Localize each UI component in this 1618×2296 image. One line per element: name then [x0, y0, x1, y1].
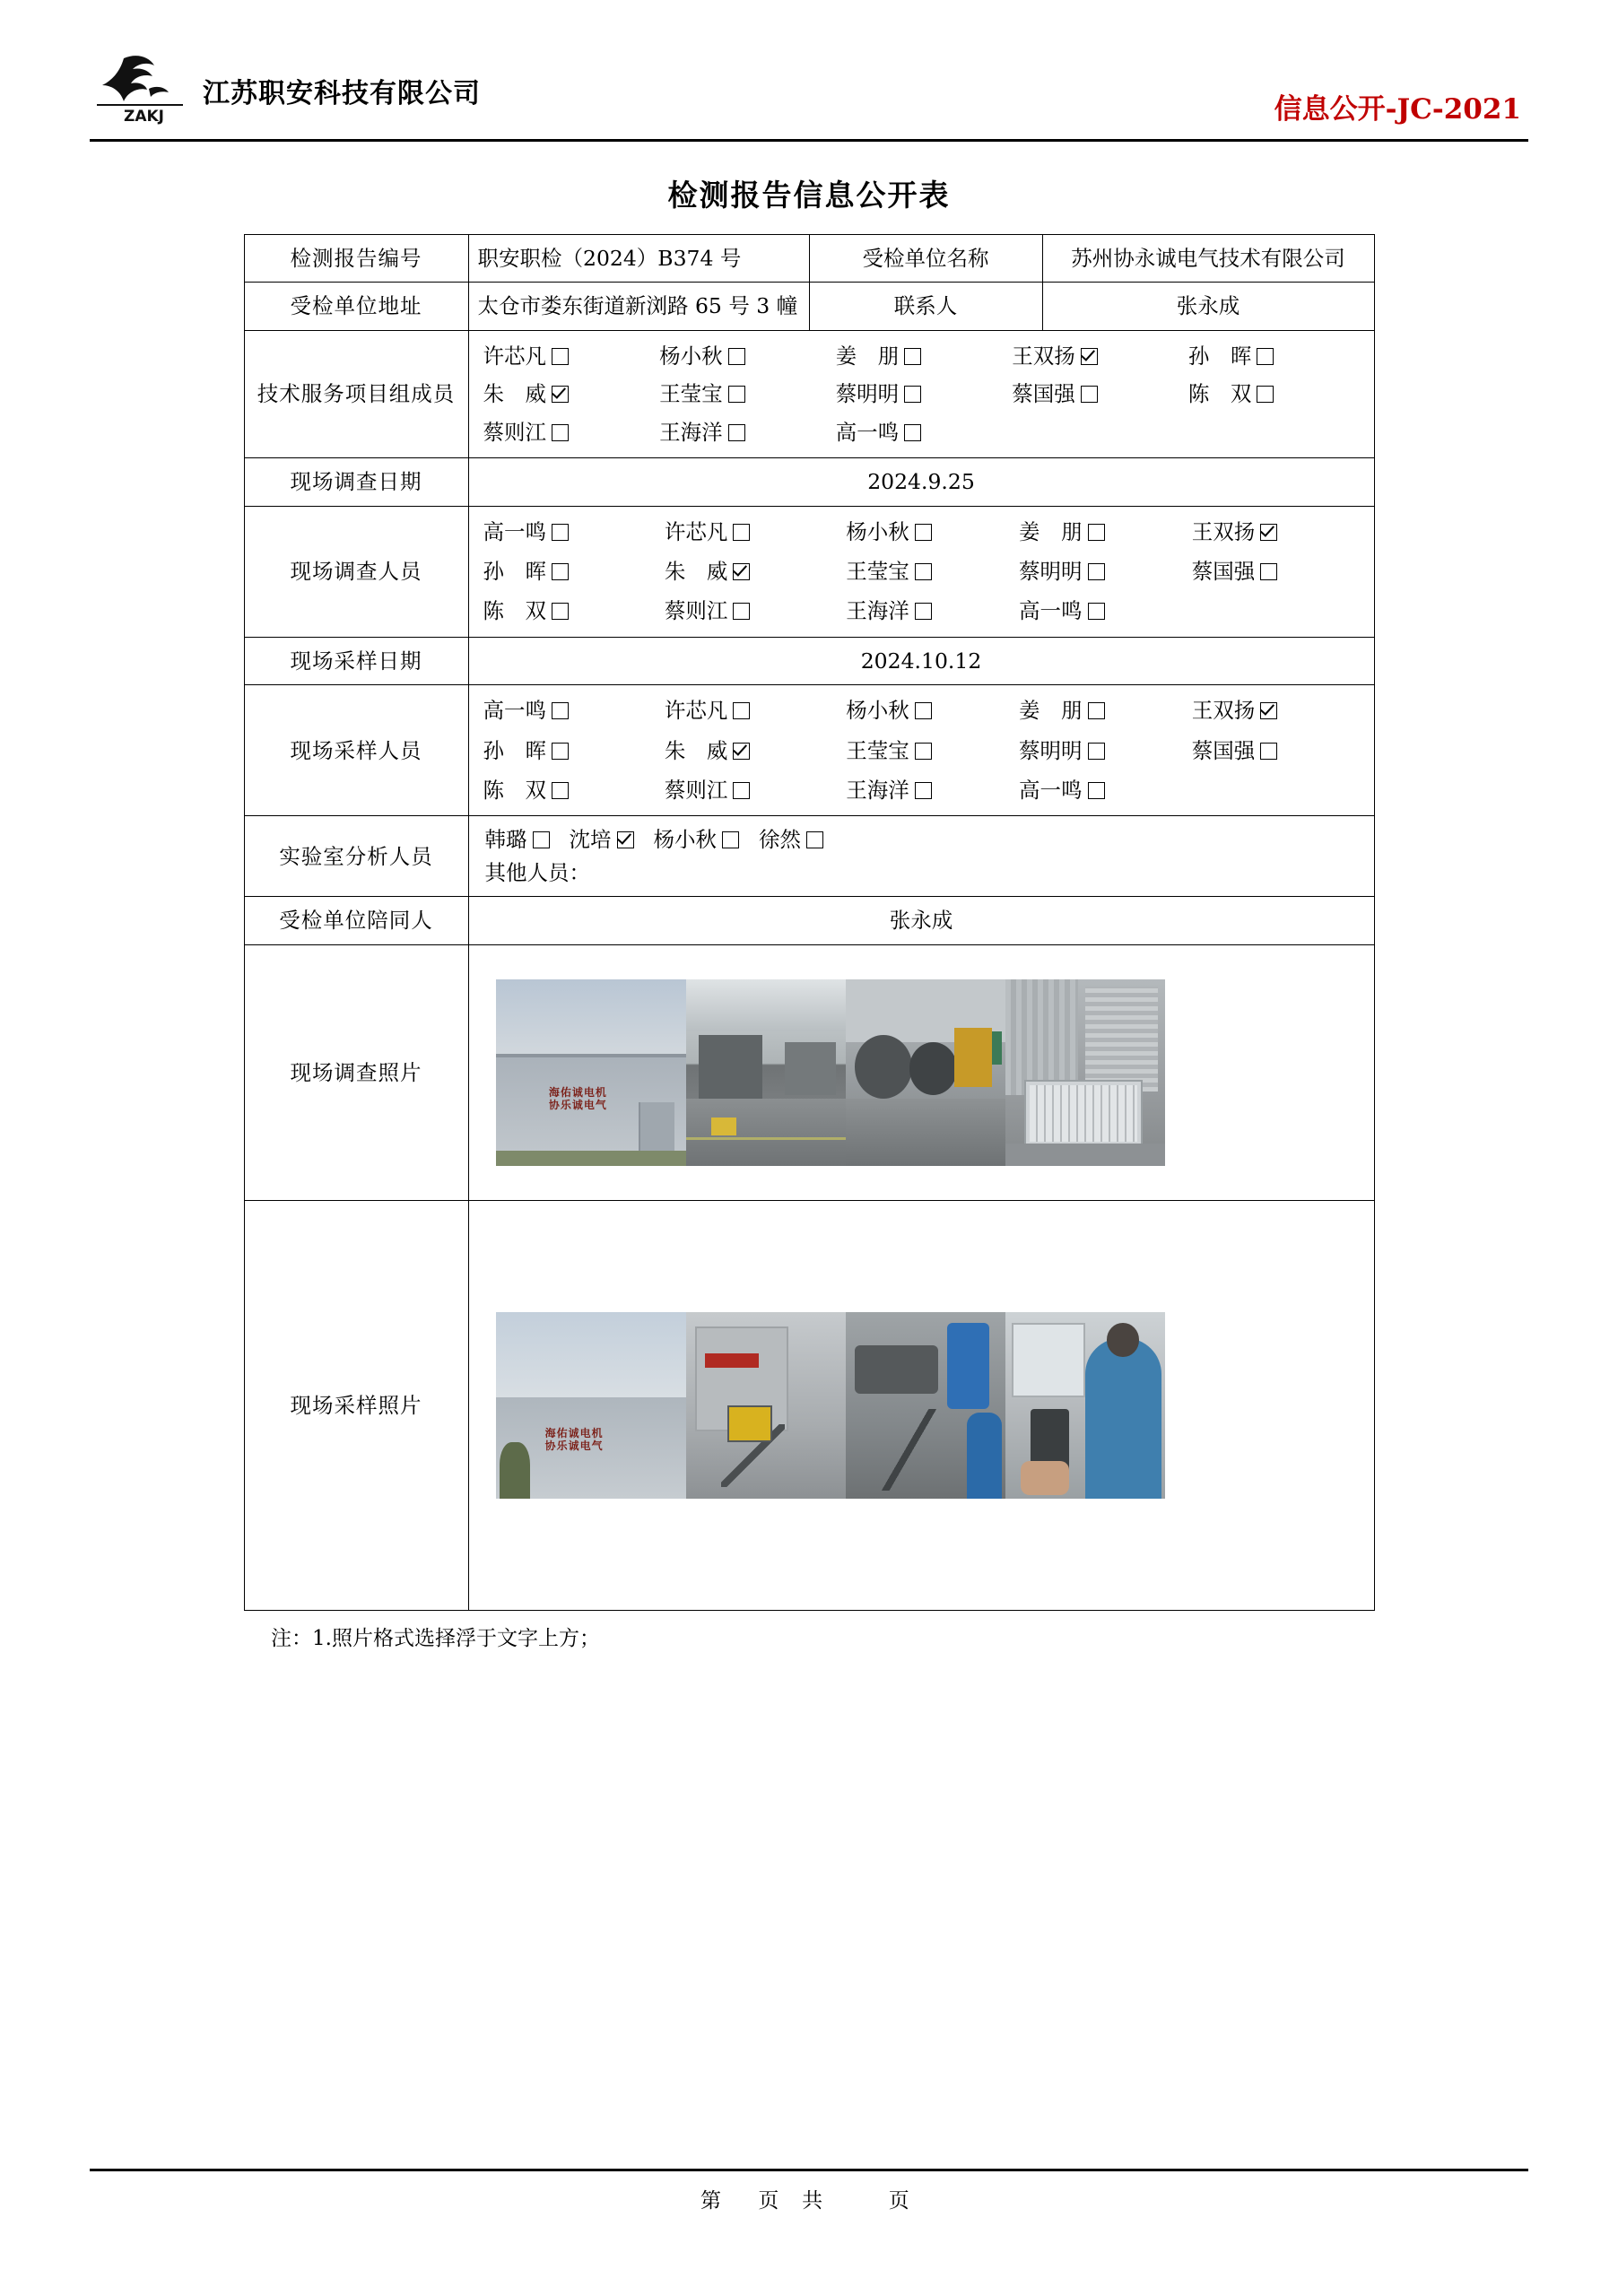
checkbox-icon[interactable] — [915, 782, 932, 799]
checkbox-checked-icon[interactable] — [1260, 524, 1277, 541]
sampling-staff-label: 杨小秋 — [846, 698, 909, 724]
checkbox-icon[interactable] — [1257, 386, 1274, 403]
checkbox-icon[interactable] — [552, 424, 569, 441]
lab-staff-label: 杨小秋 — [653, 827, 717, 853]
sampling-staff-label: 孙 晖 — [483, 737, 546, 763]
survey-staff-label: 陈 双 — [483, 598, 546, 624]
survey-staff-label: 杨小秋 — [846, 518, 909, 544]
table-row-sampling-date — [244, 637, 1374, 684]
sampling-staff-label: 王双扬 — [1191, 698, 1256, 724]
checkbox-icon[interactable] — [915, 743, 932, 760]
team-member-checkbox-grid[interactable] — [478, 338, 1365, 450]
sampling-staff-label: 高一鸣 — [1019, 778, 1083, 804]
checkbox-icon[interactable] — [915, 524, 932, 541]
checkbox-icon[interactable] — [733, 524, 750, 541]
team-member-item[interactable] — [659, 340, 836, 372]
label-accompany: 受检单位陪同人 — [244, 897, 468, 944]
survey-staff-item[interactable] — [1192, 516, 1365, 548]
checkbox-icon[interactable] — [904, 386, 921, 403]
survey-staff-item[interactable] — [846, 516, 1019, 548]
lab-staff-label: 沈培 — [569, 827, 612, 853]
team-member-label: 孙 晖 — [1187, 343, 1252, 369]
label-client-name: 受检单位名称 — [809, 235, 1042, 283]
table-note: 注：1.照片格式选择浮于文字上方； — [271, 1626, 600, 1650]
table-row-report-no — [244, 235, 1374, 283]
team-member-item[interactable] — [1188, 378, 1365, 410]
team-member-label: 王海洋 — [659, 419, 723, 445]
sampling-staff-label: 蔡国强 — [1191, 737, 1256, 763]
checkbox-icon[interactable] — [728, 424, 745, 441]
report-info-table — [244, 234, 1375, 1611]
table-row-survey-date — [244, 458, 1374, 506]
sampling-staff-label: 王海洋 — [846, 778, 909, 804]
table-row-client-address — [244, 283, 1374, 330]
photo-overlay-text: 海佑诚电机 协乐诚电气 — [548, 1086, 607, 1112]
checkbox-checked-icon[interactable] — [733, 563, 750, 580]
value-client-name: 苏州协永诚电气技术有限公司 — [1042, 235, 1374, 283]
checkbox-icon[interactable] — [552, 702, 569, 719]
photo-sampling-building-exterior — [496, 1312, 686, 1499]
table-row-survey-staff — [244, 506, 1374, 637]
sampling-staff-item[interactable] — [1019, 694, 1192, 726]
lab-staff-label: 徐然 — [759, 827, 801, 853]
label-sampling-date: 现场采样日期 — [244, 637, 468, 684]
svg-text:ZAKJ: ZAKJ — [124, 108, 164, 126]
checkbox-checked-icon[interactable] — [733, 743, 750, 760]
team-member-item[interactable] — [483, 416, 660, 448]
team-member-label: 蔡国强 — [1012, 381, 1075, 407]
team-member-item[interactable] — [483, 378, 660, 410]
team-member-label: 杨小秋 — [659, 343, 723, 369]
team-member-label: 蔡明明 — [835, 381, 900, 407]
lab-staff-item[interactable] — [654, 823, 740, 856]
value-contact: 张永成 — [1042, 283, 1374, 330]
document-footer — [90, 2169, 1528, 2213]
survey-staff-label: 姜 朋 — [1019, 518, 1083, 544]
checkbox-icon[interactable] — [552, 524, 569, 541]
value-survey-date: 2024.9.25 — [468, 458, 1374, 506]
team-member-item[interactable] — [1012, 340, 1188, 372]
survey-staff-label: 蔡明明 — [1019, 558, 1083, 584]
survey-staff-label: 高一鸣 — [1019, 598, 1083, 624]
sampling-staff-checkbox-grid[interactable] — [478, 692, 1365, 808]
team-member-item[interactable] — [483, 340, 660, 372]
checkbox-icon[interactable] — [1081, 386, 1098, 403]
sampling-staff-label: 蔡明明 — [1019, 737, 1083, 763]
sampling-photo-strip — [468, 1200, 1374, 1610]
survey-staff-item[interactable] — [846, 595, 1019, 627]
lab-staff-item[interactable] — [570, 823, 634, 856]
table-row-sampling-staff — [244, 685, 1374, 816]
survey-staff-item[interactable] — [665, 595, 846, 627]
survey-staff-item[interactable] — [483, 516, 665, 548]
sampling-staff-item[interactable] — [483, 735, 665, 767]
survey-staff-label: 王莹宝 — [846, 558, 909, 584]
photo-workshop-interior — [686, 979, 846, 1166]
label-team-members: 技术服务项目组成员 — [244, 330, 468, 457]
team-member-label: 高一鸣 — [835, 419, 900, 445]
photo-overlay-text: 海佑诚电机 协乐诚电气 — [544, 1426, 604, 1452]
company-name: 江苏职安科技有限公司 — [203, 78, 481, 109]
document-header — [90, 49, 1528, 142]
value-report-no: 职安职检（2024）B374 号 — [468, 235, 809, 283]
checkbox-icon[interactable] — [1088, 563, 1105, 580]
team-member-item[interactable] — [1012, 378, 1188, 410]
team-member-label: 许芯凡 — [483, 343, 546, 369]
survey-staff-item[interactable] — [483, 555, 665, 587]
brand — [90, 49, 481, 132]
survey-staff-label: 蔡则江 — [664, 598, 728, 624]
survey-staff-label: 孙 晖 — [483, 558, 546, 584]
lab-staff-item[interactable] — [485, 823, 550, 856]
photo-equipment-area — [846, 979, 1005, 1166]
sampling-staff-item[interactable] — [1192, 694, 1365, 726]
sampling-staff-label: 姜 朋 — [1019, 698, 1083, 724]
survey-staff-label: 王海洋 — [846, 598, 909, 624]
survey-staff-label: 高一鸣 — [483, 518, 546, 544]
sampling-staff-item[interactable] — [1019, 735, 1192, 767]
photo-handheld-detector — [1005, 1312, 1165, 1499]
page-title: 检测报告信息公开表 — [667, 178, 951, 213]
value-team-members — [468, 330, 1374, 457]
sampling-staff-item[interactable] — [483, 774, 665, 806]
survey-staff-label: 王双扬 — [1191, 518, 1256, 544]
photo-sampling-near-equipment — [846, 1312, 1005, 1499]
value-sampling-date: 2024.10.12 — [468, 637, 1374, 684]
survey-staff-item[interactable] — [483, 595, 665, 627]
sampling-staff-item[interactable] — [665, 694, 846, 726]
sampling-staff-item[interactable] — [665, 735, 846, 767]
checkbox-icon[interactable] — [552, 563, 569, 580]
checkbox-icon[interactable] — [733, 702, 750, 719]
table-row-accompany — [244, 897, 1374, 944]
value-sampling-staff — [468, 685, 1374, 816]
photo-storage-racks — [1005, 979, 1165, 1166]
checkbox-icon[interactable] — [1088, 782, 1105, 799]
checkbox-icon[interactable] — [915, 563, 932, 580]
team-member-label: 陈 双 — [1187, 381, 1252, 407]
survey-staff-item[interactable] — [846, 555, 1019, 587]
photo-sampling-instrument-setup — [686, 1312, 846, 1499]
checkbox-icon[interactable] — [733, 603, 750, 620]
label-report-no: 检测报告编号 — [244, 235, 468, 283]
team-member-item[interactable] — [836, 378, 1013, 410]
company-logo-icon — [90, 49, 190, 132]
checkbox-icon[interactable] — [1088, 524, 1105, 541]
table-row-sampling-photos — [244, 1200, 1374, 1610]
checkbox-icon[interactable] — [728, 348, 745, 365]
team-member-item[interactable] — [1188, 340, 1365, 372]
label-lab-staff: 实验室分析人员 — [244, 816, 468, 897]
survey-staff-item[interactable] — [665, 516, 846, 548]
sampling-staff-label: 蔡则江 — [664, 778, 728, 804]
lab-staff-label: 韩璐 — [484, 827, 527, 853]
checkbox-icon[interactable] — [552, 743, 569, 760]
label-survey-date: 现场调查日期 — [244, 458, 468, 506]
label-sampling-photos: 现场采样照片 — [244, 1200, 468, 1610]
label-sampling-staff: 现场采样人员 — [244, 685, 468, 816]
checkbox-icon[interactable] — [728, 386, 745, 403]
team-member-item[interactable] — [659, 378, 836, 410]
survey-photo-strip — [468, 944, 1374, 1200]
checkbox-icon[interactable] — [1257, 348, 1274, 365]
sampling-staff-label: 王莹宝 — [846, 737, 909, 763]
sampling-staff-item[interactable] — [1192, 735, 1365, 767]
checkbox-icon[interactable] — [904, 348, 921, 365]
checkbox-checked-icon[interactable] — [617, 831, 634, 848]
team-member-label: 王双扬 — [1012, 343, 1075, 369]
sampling-staff-label: 许芯凡 — [664, 698, 728, 724]
checkbox-icon[interactable] — [1088, 743, 1105, 760]
checkbox-checked-icon[interactable] — [552, 386, 569, 403]
checkbox-icon[interactable] — [552, 782, 569, 799]
survey-staff-checkbox-grid[interactable] — [478, 514, 1365, 630]
checkbox-icon[interactable] — [915, 702, 932, 719]
survey-staff-label: 朱 威 — [664, 558, 728, 584]
checkbox-icon[interactable] — [1088, 603, 1105, 620]
team-member-label: 蔡则江 — [483, 419, 546, 445]
checkbox-checked-icon[interactable] — [1260, 702, 1277, 719]
checkbox-icon[interactable] — [1260, 743, 1277, 760]
team-member-label: 朱 威 — [483, 381, 546, 407]
survey-staff-item[interactable] — [1019, 555, 1192, 587]
checkbox-icon[interactable] — [904, 424, 921, 441]
sampling-staff-label: 陈 双 — [483, 778, 546, 804]
checkbox-checked-icon[interactable] — [1081, 348, 1098, 365]
sampling-staff-item[interactable] — [846, 735, 1019, 767]
survey-staff-item[interactable] — [1192, 555, 1365, 587]
label-contact: 联系人 — [809, 283, 1042, 330]
page-number: 第 页 共 页 — [700, 2189, 918, 2213]
value-lab-staff — [468, 816, 1374, 897]
checkbox-icon[interactable] — [722, 831, 739, 848]
sampling-staff-item[interactable] — [846, 774, 1019, 806]
sampling-staff-item[interactable] — [665, 774, 846, 806]
label-survey-photos: 现场调查照片 — [244, 944, 468, 1200]
checkbox-icon[interactable] — [733, 782, 750, 799]
lab-staff-checkbox-row[interactable] — [478, 823, 1365, 856]
team-member-item[interactable] — [659, 416, 836, 448]
survey-staff-label: 蔡国强 — [1191, 558, 1256, 584]
survey-staff-item[interactable] — [1019, 516, 1192, 548]
checkbox-icon[interactable] — [552, 603, 569, 620]
photo-building-exterior — [496, 979, 686, 1166]
checkbox-icon[interactable] — [1260, 563, 1277, 580]
checkbox-icon[interactable] — [1088, 702, 1105, 719]
sampling-staff-item[interactable] — [483, 694, 665, 726]
value-survey-staff — [468, 506, 1374, 637]
label-survey-staff: 现场调查人员 — [244, 506, 468, 637]
table-row-team-members — [244, 330, 1374, 457]
team-member-item[interactable] — [836, 340, 1013, 372]
value-client-address: 太仓市娄东街道新浏路 65 号 3 幢 — [468, 283, 809, 330]
sampling-staff-item[interactable] — [846, 694, 1019, 726]
value-accompany: 张永成 — [468, 897, 1374, 944]
sampling-staff-item[interactable] — [1019, 774, 1192, 806]
survey-staff-item[interactable] — [665, 555, 846, 587]
sampling-staff-label: 高一鸣 — [483, 698, 546, 724]
checkbox-icon[interactable] — [552, 348, 569, 365]
document-code: 信息公开-JC-2021 — [1274, 93, 1521, 126]
table-row-survey-photos — [244, 944, 1374, 1200]
team-member-label: 王莹宝 — [659, 381, 723, 407]
checkbox-icon[interactable] — [806, 831, 823, 848]
survey-staff-label: 许芯凡 — [664, 518, 728, 544]
sampling-staff-label: 朱 威 — [664, 737, 728, 763]
lab-staff-item[interactable] — [759, 823, 823, 856]
team-member-item[interactable] — [836, 416, 1013, 448]
label-client-address: 受检单位地址 — [244, 283, 468, 330]
table-row-lab-staff — [244, 816, 1374, 897]
checkbox-icon[interactable] — [533, 831, 550, 848]
checkbox-icon[interactable] — [915, 603, 932, 620]
survey-staff-item[interactable] — [1019, 595, 1192, 627]
other-staff-label: 其他人员： — [484, 859, 590, 885]
team-member-label: 姜 朋 — [835, 343, 900, 369]
